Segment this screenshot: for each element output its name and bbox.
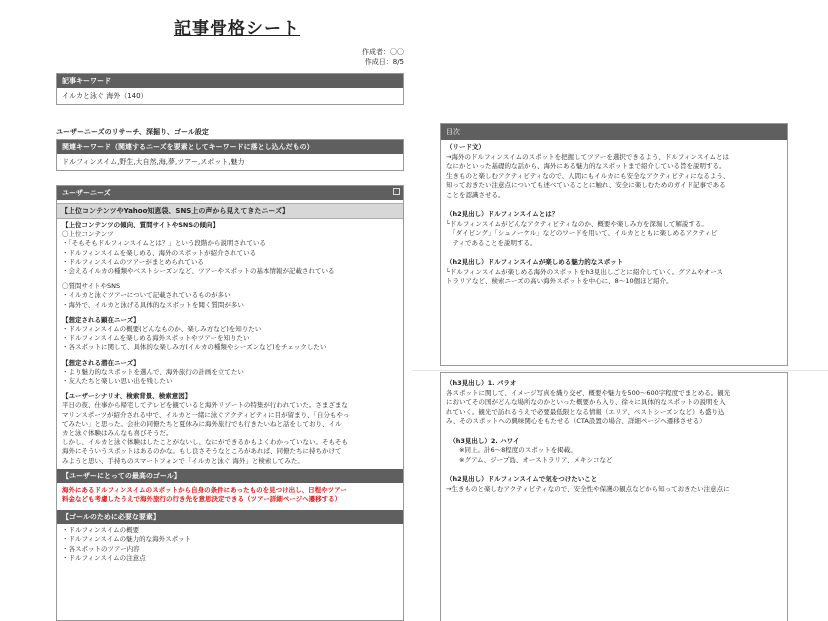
scenario-line: マリンスポーツが紹介される中で、イルカと一緒に泳ぐアクティビティに目が留まり、「自分もやっ [62,410,350,419]
section-heading: （h3見出し）1. パラオ [446,379,517,387]
user-needs-box [56,185,404,621]
section-heading: （h2見出し）ドルフィンスイムで気をつけたいこと [446,474,598,483]
list-item: ・友人たちと楽しい思い出を残したい [62,377,173,386]
body-line: 生きものと楽しむアクティビティなので、人間にもイルカにも安全なアクティビティになるよう、 [446,171,730,180]
body-line [446,465,782,475]
list-item: ・各スポットのツアー内容 [62,544,140,553]
body-line [446,427,782,437]
body-line: 「ダイビング」「シュノーケル」などのワードを用いて、イルカとともに楽しめるアクティビ [446,229,718,238]
required-header: 【ゴールのために必要な要素】 [57,510,403,524]
toc-box [440,123,788,366]
list-item: ・ドルフィンスイムの概要(どんなものか、楽しみ方など)を知りたい [62,325,262,334]
body-line: れていく。観光で訪れるうえで必要最低限となる情報（エリア、ベストシーズンなど）も盛り込 [446,407,725,416]
body-line: 各スポットに関して、イメージ写真を織り交ぜ、概要や魅力を500〜600字程度でまとめる。観光 [446,388,731,397]
list-item: ・イルカと泳ぐツアーについて記載されているものが多い [62,291,231,300]
body-line: →生きものと楽しむアクティビティなので、安全性や保護の観点などから知っておきたい注意点に [446,484,730,493]
body-line [446,249,782,259]
body-line: ※同上。計6〜8程度のスポットを掲載。 [446,446,577,455]
body-line: トラリアなど、検索ニーズの高い海外スポットを中心に、8〜10個ほど紹介。 [446,277,673,286]
related-keyword-box [56,139,404,171]
section-heading: （リード文） [446,143,485,151]
body-line: ティであることを説明する。 [446,238,537,247]
scenario-line: しかし、イルカと泳ぐ体験はしたことがないし、なにができるかもよくわかっていない。そもそも [62,438,348,447]
keyword-box [56,73,404,105]
related-keyword-header: 関連キーワード（関連するニーズを要素としてキーワードに落とし込んだもの） [57,140,403,154]
scenario-line: カと泳ぐ体験はみんなも喜びそうだ。 [62,429,173,438]
list-item: ・ドルフィンスイムの注意点 [62,553,146,562]
body-line: └ドルフィンスイムが楽しめる海外のスポットをh3見出しごとに紹介していく。グアムやオース [446,267,723,276]
scenario-line: 海外にそういうスポットはあるのかな。もし良さそうなところがあれば、同僚たちに持ちかけて [62,447,342,456]
keyword-header: 記事キーワード [57,74,403,88]
body-line: ※グアム、ジープ島、オーストラリア、メキシコなど [446,455,613,464]
body-line: なにかといった基礎的な話から、海外にある魅力的なスポットまで紹介している旨を説明する。 [446,162,726,171]
body-line: →海外のドルフィンスイムのスポットを把握してツアーを選択できるよう、ドルフィンスイムとは [446,152,730,161]
goal-line: 海外にあるドルフィンスイムのスポットから自身の条件にあったものを見つけ出し、日程やツアー [62,485,347,494]
list-item: ・「そもそもドルフィンスイムとは？」という段階から説明されている [62,239,266,248]
scenario-title: 【ユーザーシナリオ、検索背景、検索意図】 [62,392,192,401]
body-line: においてその国がどんな場所なのかといった概要から入り、徐々に具体的なスポットの説明を入 [446,398,726,407]
section-heading: （h2見出し）ドルフィンスイムが楽しめる魅力的なスポット [446,258,624,267]
explicit-needs-title: 【想定される顕在ニーズ】 [62,315,140,324]
scenario-line: 平日の夜、仕事から帰宅してテレビを観ていると海外リゾートの特集が行われていた。さまざまな [62,401,348,410]
list-item: ・より魅力的なスポットを選んで、海外旅行の計画を立てたい [62,367,244,376]
collapse-icon[interactable] [393,188,400,195]
list-item: 〇質問サイトやSNS [62,282,121,291]
list-item: 〇上位コンテンツ [62,230,114,239]
date-label: 作成日：8/5 [364,58,404,66]
keyword-value: イルカと泳ぐ 海外（140） [62,92,148,100]
list-item: ・ドルフィンスイムの魅力的な海外スポット [62,535,192,544]
section-heading: （h2見出し）ドルフィンスイムとは？ [446,210,559,219]
user-needs-title: ユーザーニーズ [62,189,111,197]
detail-body [441,373,787,497]
body-line: み、そのスポットへの興味関心をもたせる（CTA設置の場合、詳細ページへ遷移させる） [446,417,706,426]
body-line: └ドルフィンスイムがどんなアクティビティなのか、概要や楽しみ方を深堀して解説する。 [446,219,708,228]
left-sheet [56,0,404,621]
trend-title: 【上位コンテンツの傾向、質問サイトやSNSの傾向】 [62,221,220,229]
list-item: ・ドルフィンスイムのツアーがまとめられている [62,257,204,266]
body-line [446,201,782,211]
toc-body [441,140,787,290]
body-line: ことを認識させる。 [446,190,505,199]
list-item: ・ドルフィンスイムの概要 [62,526,140,535]
list-item: ・各スポットに関して、具体的な楽しみ方(イルカの種類やシーズンなど)をチェックしたい [62,343,327,352]
goal-line: 料金なども考慮したうえで海外旅行の行き先を意思決定できる（ツアー詳細ページへ遷移する） [62,495,342,504]
research-heading: ユーザーニーズのリサーチ、深掘り、ゴール設定 [56,128,209,136]
right-sheet [440,120,788,621]
related-keyword-value: ドルフィンスイム,野生,大自然,海,夢,ツアー,スポット,魅力 [62,158,245,166]
toc-header: 目次 [441,124,787,140]
needs-subheader: 【上位コンテンツやYahoo知恵袋、SNS上の声から見えてきたニーズ】 [57,203,403,219]
page-title: 記事骨格シート [174,19,300,39]
user-needs-header [57,186,403,200]
section-heading: （h3見出し）2. ハワイ [446,436,520,445]
body-line: 知っておきたい注意点についても述べていることに触れ、安全に楽しむためのガイド記事である [446,181,726,190]
list-item: ・ドルフィンスイムを楽しめる、海外のスポットが紹介されている [62,248,257,257]
list-item: ・海外で、イルカと泳げる具体的なスポットを聞く質問が多い [62,300,244,309]
author-label: 作成者：〇〇 [362,48,404,56]
scenario-line: てみたい」と思った。会社の同僚たちと夏休みに海外旅行でも行きたいねと話をしており、イル [62,419,342,428]
list-item: ・ドルフィンスイムを楽しめる海外スポットやツアーを知りたい [62,334,250,343]
scenario-line: みようと思い、手持ちのスマートフォンで「イルカと泳ぐ 海外」と検索してみた。 [62,456,304,465]
goal-header: 【ユーザーにとっての最高のゴール】 [57,469,403,483]
list-item: ・会えるイルカの種類やベストシーズンなど、ツアーやスポットの基本情報が記載されている [62,267,335,276]
latent-needs-title: 【想定される潜在ニーズ】 [62,358,140,367]
detail-box [440,372,788,621]
